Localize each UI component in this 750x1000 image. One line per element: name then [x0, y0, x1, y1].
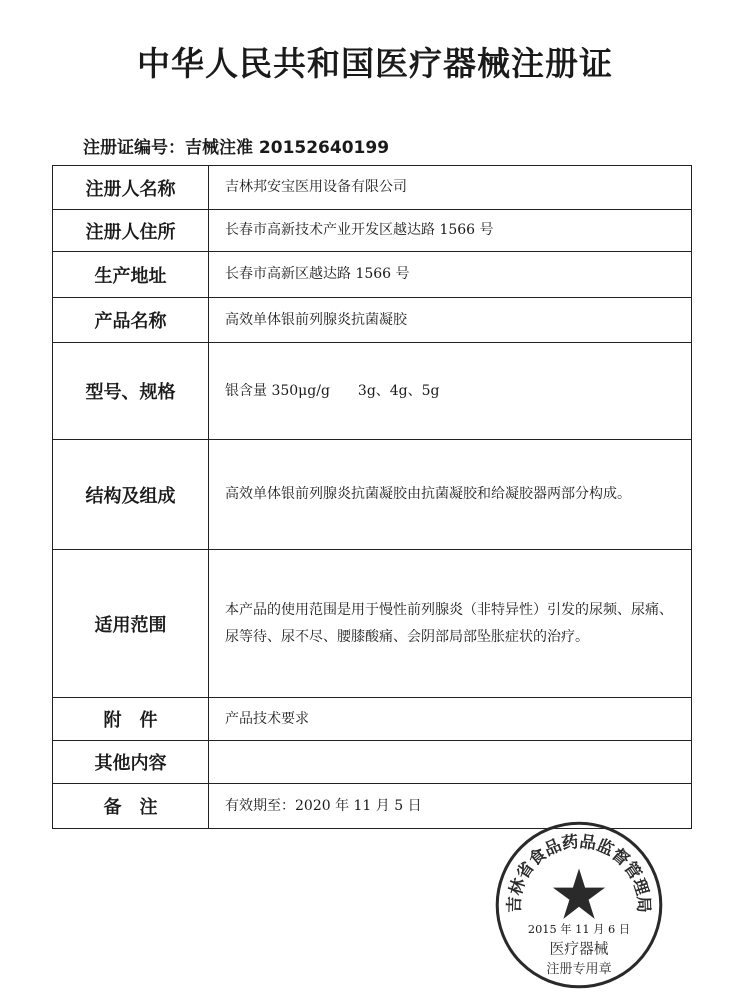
seal-line-1: 医疗器械 — [549, 940, 609, 958]
row-value: 银含量 350μg/g 3g、4g、5g — [209, 343, 692, 440]
row-value: 长春市高新技术产业开发区越达路 1566 号 — [209, 210, 692, 252]
row-value: 产品技术要求 — [209, 698, 692, 741]
row-label: 注册人名称 — [53, 166, 209, 210]
row-label: 型号、规格 — [53, 343, 209, 440]
table-row-scope — [53, 550, 692, 698]
document-title: 中华人民共和国医疗器械注册证 — [137, 44, 613, 83]
table-row-model-spec — [53, 343, 692, 440]
row-value: 有效期至：2020 年 11 月 5 日 — [209, 784, 692, 829]
certificate-table — [52, 165, 692, 829]
row-value: 吉林邦安宝医用设备有限公司 — [209, 166, 692, 210]
table-row-attachment — [53, 698, 692, 741]
registration-number — [83, 133, 389, 158]
table-row-structure — [53, 440, 692, 550]
seal-date: 2015 年 11 月 6 日 — [527, 922, 631, 936]
table-row-product-name — [53, 298, 692, 343]
seal-line-2: 注册专用章 — [546, 961, 612, 977]
row-value: 本产品的使用范围是用于慢性前列腺炎（非特异性）引发的尿频、尿痛、尿等待、尿不尽、腰膝酸痛、会阴部局部坠胀症状的治疗。 — [209, 550, 692, 698]
row-label: 备 注 — [53, 784, 209, 829]
table-row-registrant-address — [53, 210, 692, 252]
table-row-production-address — [53, 252, 692, 298]
table-row-other — [53, 741, 692, 784]
row-label: 其他内容 — [53, 741, 209, 784]
row-value — [209, 741, 692, 784]
row-value: 高效单体银前列腺炎抗菌凝胶 — [209, 298, 692, 343]
row-label: 附 件 — [53, 698, 209, 741]
row-label: 适用范围 — [53, 550, 209, 698]
row-value: 长春市高新区越达路 1566 号 — [209, 252, 692, 298]
seal-issuer-text: 吉林省食品药品监督管理局 — [504, 831, 654, 914]
row-label: 注册人住所 — [53, 210, 209, 252]
registration-number-label: 注册证编号： — [83, 138, 185, 158]
registration-number-value: 吉械注准 20152640199 — [185, 138, 390, 158]
row-label: 产品名称 — [53, 298, 209, 343]
row-label: 结构及组成 — [53, 440, 209, 550]
table-row-registrant-name — [53, 166, 692, 210]
row-value: 高效单体银前列腺炎抗菌凝胶由抗菌凝胶和给凝胶器两部分构成。 — [209, 440, 692, 550]
official-seal — [492, 818, 666, 992]
row-label: 生产地址 — [53, 252, 209, 298]
seal-star-icon — [553, 868, 605, 918]
